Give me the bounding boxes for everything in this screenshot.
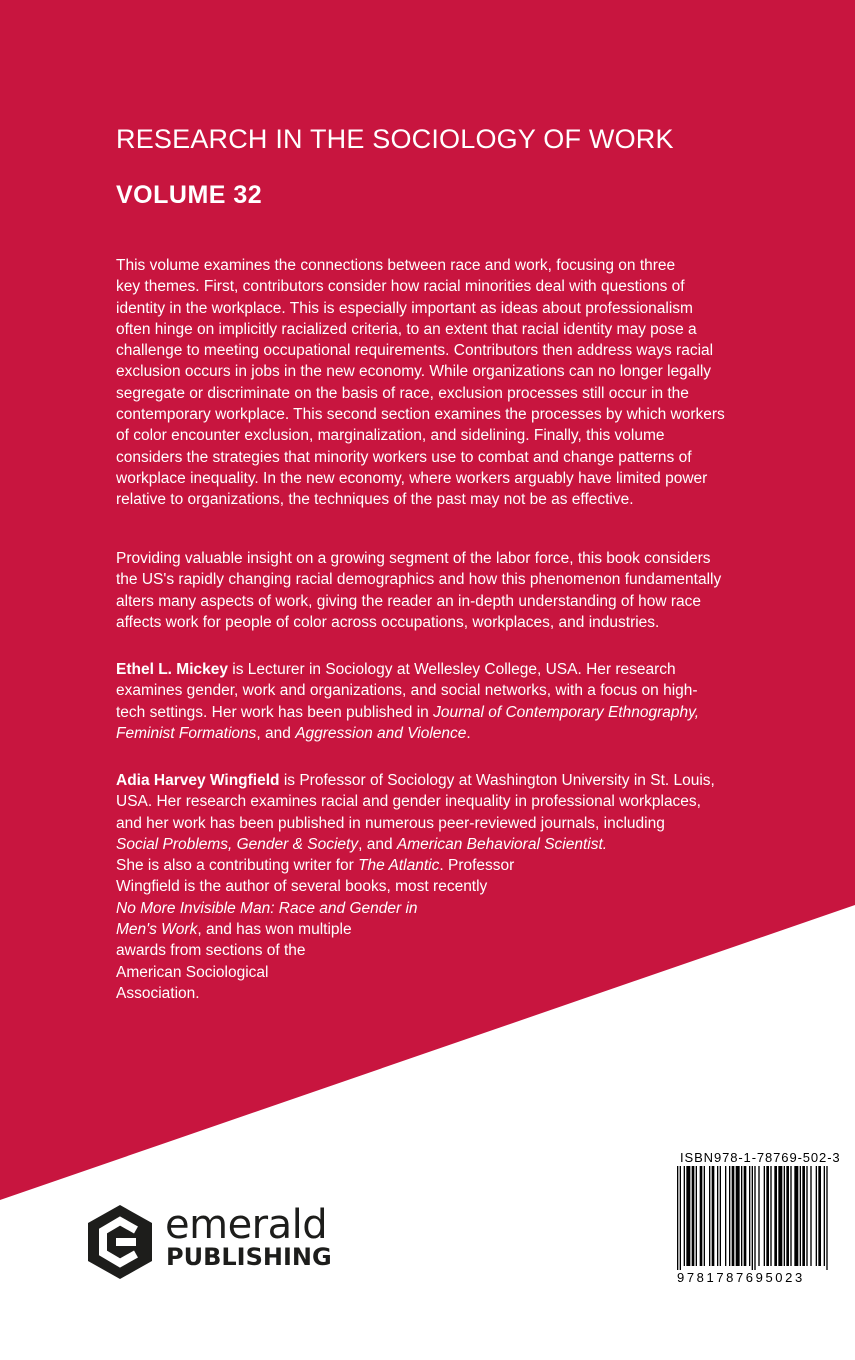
isbn-label: ISBN978-1-78769-502-3 [680,1150,841,1165]
barcode-bar [784,1166,785,1266]
barcode-bar [816,1166,817,1266]
text-line [116,855,715,876]
barcode-bar [810,1166,811,1266]
barcode-bar [764,1166,765,1266]
volume-number: VOLUME 32 [116,181,263,209]
text-line: examines gender, work and organizations, and social networks, with a focus on high- [116,682,698,700]
barcode-bar [732,1166,735,1266]
barcode-bar [720,1166,721,1266]
text-line: Association. [116,984,200,1002]
text-run: tech settings. Her work has been published in [116,703,434,721]
description-paragraph-1 [116,255,725,511]
text-run: is Lecturer in Sociology at Wellesley College, USA. Her research [227,661,676,678]
barcode-bar [717,1166,718,1266]
journal-title: American Behavioral Scientist. [396,835,608,853]
text-run: , and [256,724,296,742]
text-line: awards from sections of the [116,942,306,960]
author-name: Ethel L. Mickey [116,661,228,678]
publisher-name: emerald [165,1202,328,1248]
barcode-digits: 9781787695023 [677,1270,805,1285]
text-line: alters many aspects of work, giving the reader an in-depth understanding of how race [116,592,702,610]
author-bio-wingfield [116,770,715,1004]
text-line: USA. Her research examines racial and gender inequality in professional workplaces, [116,793,701,811]
barcode-bar [818,1166,821,1266]
barcode-bar [700,1166,703,1266]
barcode-bar [806,1166,807,1266]
text-line: considers the strategies that minority workers use to combat and change patterns of [116,448,692,466]
text-line: American Sociological [116,963,269,981]
description-paragraph-2 [116,548,721,633]
text-line [116,702,699,723]
text-run: is Professor of Sociology at Washington University in St. Louis, [279,772,715,789]
barcode-bar [729,1166,730,1266]
text-line: contemporary workplace. This second section examines the processes by which workers [116,406,725,424]
text-line: Providing valuable insight on a growing segment of the labor force, this book considers [116,550,711,567]
barcode-bar [800,1166,801,1266]
barcode-bar [766,1166,769,1266]
text-line [116,919,715,940]
barcode-icon [677,1166,831,1270]
barcode-bar [770,1166,771,1266]
text-line [116,659,699,680]
emerald-logo-icon [86,1203,154,1281]
journal-title: Feminist Formations [116,724,257,742]
book-title: No More Invisible Man: Race and Gender in [116,899,418,917]
barcode-bar [692,1166,695,1266]
barcode-bar [778,1166,782,1266]
text-line: key themes. First, contributors consider how racial minorities deal with questions of [116,278,685,296]
barcode-bar [774,1166,777,1266]
barcode-bar [709,1166,710,1266]
barcode-bar [686,1166,690,1266]
barcode-bar [680,1166,681,1270]
author-name: Adia Harvey Wingfield [116,772,280,789]
text-line: challenge to meeting occupational requirements. Contributors then address ways racial [116,342,714,360]
text-line: identity in the workplace. This is especially important as ideas about professionalism [116,299,693,317]
barcode-bar [824,1166,825,1266]
barcode-bar [741,1166,742,1266]
book-title: Men's Work [116,921,198,939]
text-line: segregate or discriminate on the basis of race, exclusion processes still occur in the [116,384,689,402]
publication-title: The Atlantic [358,857,440,875]
text-line: exclusion occurs in jobs in the new economy. While organizations can no longer legally [116,363,712,381]
text-line: relative to organizations, the techniques of the past may not be as effective. [116,491,634,509]
journal-title: Journal of Contemporary Ethnography, [433,703,700,721]
barcode-bar [744,1166,747,1266]
barcode-bar [794,1166,798,1266]
text-line: workplace inequality. In the new economy, where workers arguably have limited power [116,469,708,487]
barcode-bar [696,1166,697,1266]
text-line: of color encounter exclusion, marginalization, and sidelining. Finally, this volume [116,427,665,445]
series-title: RESEARCH IN THE SOCIOLOGY OF WORK [116,124,674,154]
barcode-bar [677,1166,678,1270]
text-run: , and has won multiple [197,921,352,939]
text-line [116,770,715,791]
journal-title: Aggression and Violence [295,724,467,742]
barcode-bar [752,1166,753,1270]
text-run: She is also a contributing writer for [116,857,359,875]
text-line: the US's rapidly changing racial demographics and how this phenomenon fundamentally [116,571,722,589]
text-line: often hinge on implicitly racialized criteria, to an extent that racial identity may pose a [116,320,697,338]
text-line: and her work has been published in numerous peer-reviewed journals, including [116,814,665,832]
text-line [116,898,715,919]
barcode-bar [712,1166,715,1266]
publisher-subtitle: PUBLISHING [166,1243,332,1271]
text-line: affects work for people of color across occupations, workplaces, and industries. [116,613,660,631]
barcode-bar [736,1166,740,1266]
text-line: Wingfield is the author of several books, most recently [116,878,488,896]
barcode-bar [684,1166,685,1266]
text-run: . Professor [439,857,515,875]
text-line [116,723,699,744]
text-run: , and [358,835,397,853]
author-bio-mickey [116,659,699,744]
barcode-bar [826,1166,827,1270]
barcode-bar [754,1166,755,1270]
barcode-bar [786,1166,789,1266]
barcode-bar [802,1166,805,1266]
barcode-bar [704,1166,705,1266]
text-line [116,834,715,855]
barcode-bar [790,1166,791,1266]
text-line: This volume examines the connections between race and work, focusing on three [116,257,676,274]
barcode-bar [758,1166,759,1266]
barcode-bar [749,1166,750,1266]
text-run: . [466,724,471,742]
barcode-bar [725,1166,726,1266]
journal-title: Social Problems, Gender & Society [116,835,359,853]
